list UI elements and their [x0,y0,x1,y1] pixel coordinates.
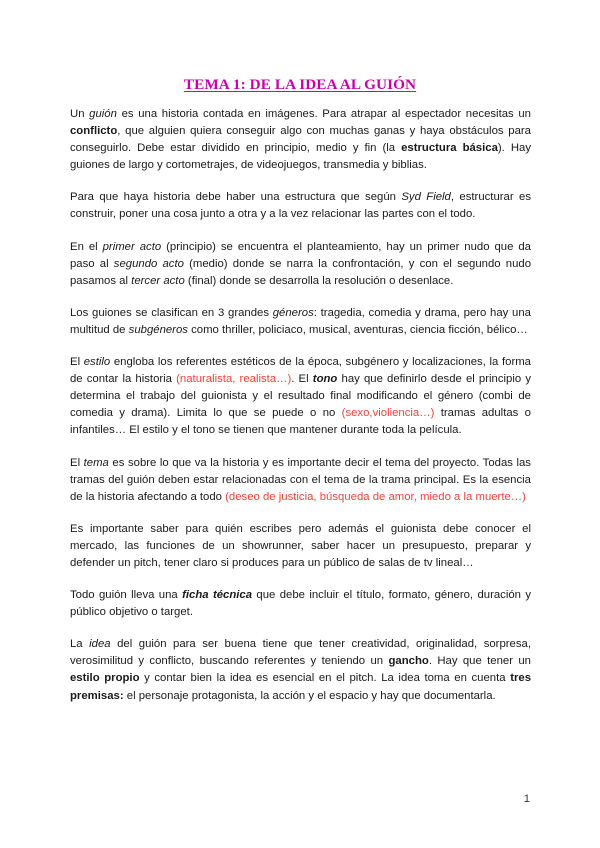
page-number: 1 [523,793,530,805]
text-run: tercer acto [131,274,185,287]
paragraph [70,305,531,339]
text-run: es sobre lo que va la historia y es importante decir el tema del proyecto. Todas las tramas del guión deben estar relacionadas con el tema de la trama principal. Es la esencia de la historia afectando a todo [70,456,531,503]
text-run: hay que definirlo desde el principio y determina el trabajo del guionista y el resultado final modificando el género (combi de comedia y drama). Limita lo que se puede o no [70,373,532,420]
text-run: subgéneros [128,323,188,336]
text-run: . El [291,373,313,386]
text-run: Un [70,108,90,120]
paragraph [70,521,531,572]
text-run: tramas adultas o infantiles… El estilo y el tono se tienen que mantener durante toda la película. [70,407,531,437]
text-run: ). Hay guiones de largo y cortometrajes, de videojuegos, transmedia y biblias. [70,142,531,172]
highlighted-text: (sexo,violiencia…) [341,407,435,420]
paragraph [70,587,531,621]
text-run: tema [83,456,109,469]
text-run: gancho [388,655,429,668]
text-run: estilo [83,356,111,369]
paragraph [70,239,531,290]
text-run: tono [312,373,338,386]
text-run: (medio) donde se narra la confrontación, y con el segundo nudo pasamos al [70,257,532,287]
text-run: Syd Field [401,191,451,204]
text-run: En el [70,240,103,253]
text-run: Todo guión lleva una [70,589,183,602]
text-run: . Hay que tener un [428,655,531,668]
text-run: primer acto [102,240,162,253]
text-run: La [70,638,90,651]
text-run: segundo acto [113,257,184,270]
highlighted-text: (naturalista, realista…) [176,373,292,386]
paragraph [70,354,531,439]
highlighted-text: (deseo de justicia, búsqueda de amor, miedo a la muerte…) [225,490,526,503]
text-run: : tragedia, comedia y drama, pero hay una multitud de [70,306,531,336]
text-run: conflicto [70,125,118,138]
paragraph [70,106,531,174]
text-run: que debe incluir el título, formato, género, duración y público objetivo o target. [70,589,532,619]
text-run: estilo propio [70,672,140,685]
text-run: engloba los referentes estéticos de la época, subgénero y localizaciones, la forma de contar la historia [70,356,531,386]
text-run: géneros [272,306,314,319]
text-run: (principio) se encuentra el planteamiento, hay un primer nudo que da paso al [70,240,531,270]
text-run: guión [89,108,117,120]
text-run: como thriller, policiaco, musical, aventuras, ciencia ficción, bélico… [187,323,528,336]
text-run: el personaje protagonista, la acción y el espacio y hay que documentarla. [123,689,496,702]
page-title: TEMA 1: DE LA IDEA AL GUIÓN [183,76,417,94]
text-run: Los guiones se clasifican en 3 grandes [70,306,273,319]
text-run: idea [89,638,111,651]
text-run: y contar bien la idea es esencial en el pitch. La idea toma en cuenta [139,672,511,685]
text-run: es una historia contada en imágenes. Para atrapar al espectador necesitas un [116,108,531,120]
text-run: El [70,456,84,469]
text-run: El [70,356,84,369]
document-body [70,106,531,705]
text-run: , que alguien quiera conseguir algo con muchas ganas y haya obstáculos para conseguirlo. Debe estar dividido en principio, medio y fin (la [70,125,531,155]
text-run: ficha técnica [182,589,253,602]
text-run: tres premisas: [70,672,531,702]
text-run: del guión para ser buena tiene que tener creatividad, originalidad, sorpresa, verosimilitud y conflicto, buscando referentes y teniendo un [70,638,531,668]
paragraph [70,636,531,704]
text-run: Es importante saber para quién escribes pero además el guionista debe conocer el mercado, las funciones de un showrunner, saber hacer un presupuesto, preparar y defender un pitch, tener claro si produces para un público de salas de tv lineal… [70,522,531,569]
paragraph [70,455,531,506]
text-run: , estructurar es construir, poner una cosa junto a otra y a la vez relacionar las partes con el todo. [70,191,531,221]
text-run: (final) donde se desarrolla la resolución o desenlace. [184,274,454,287]
text-run: Para que haya historia debe haber una estructura que según [70,191,402,204]
text-run: estructura básica [401,142,498,155]
paragraph [70,189,531,223]
